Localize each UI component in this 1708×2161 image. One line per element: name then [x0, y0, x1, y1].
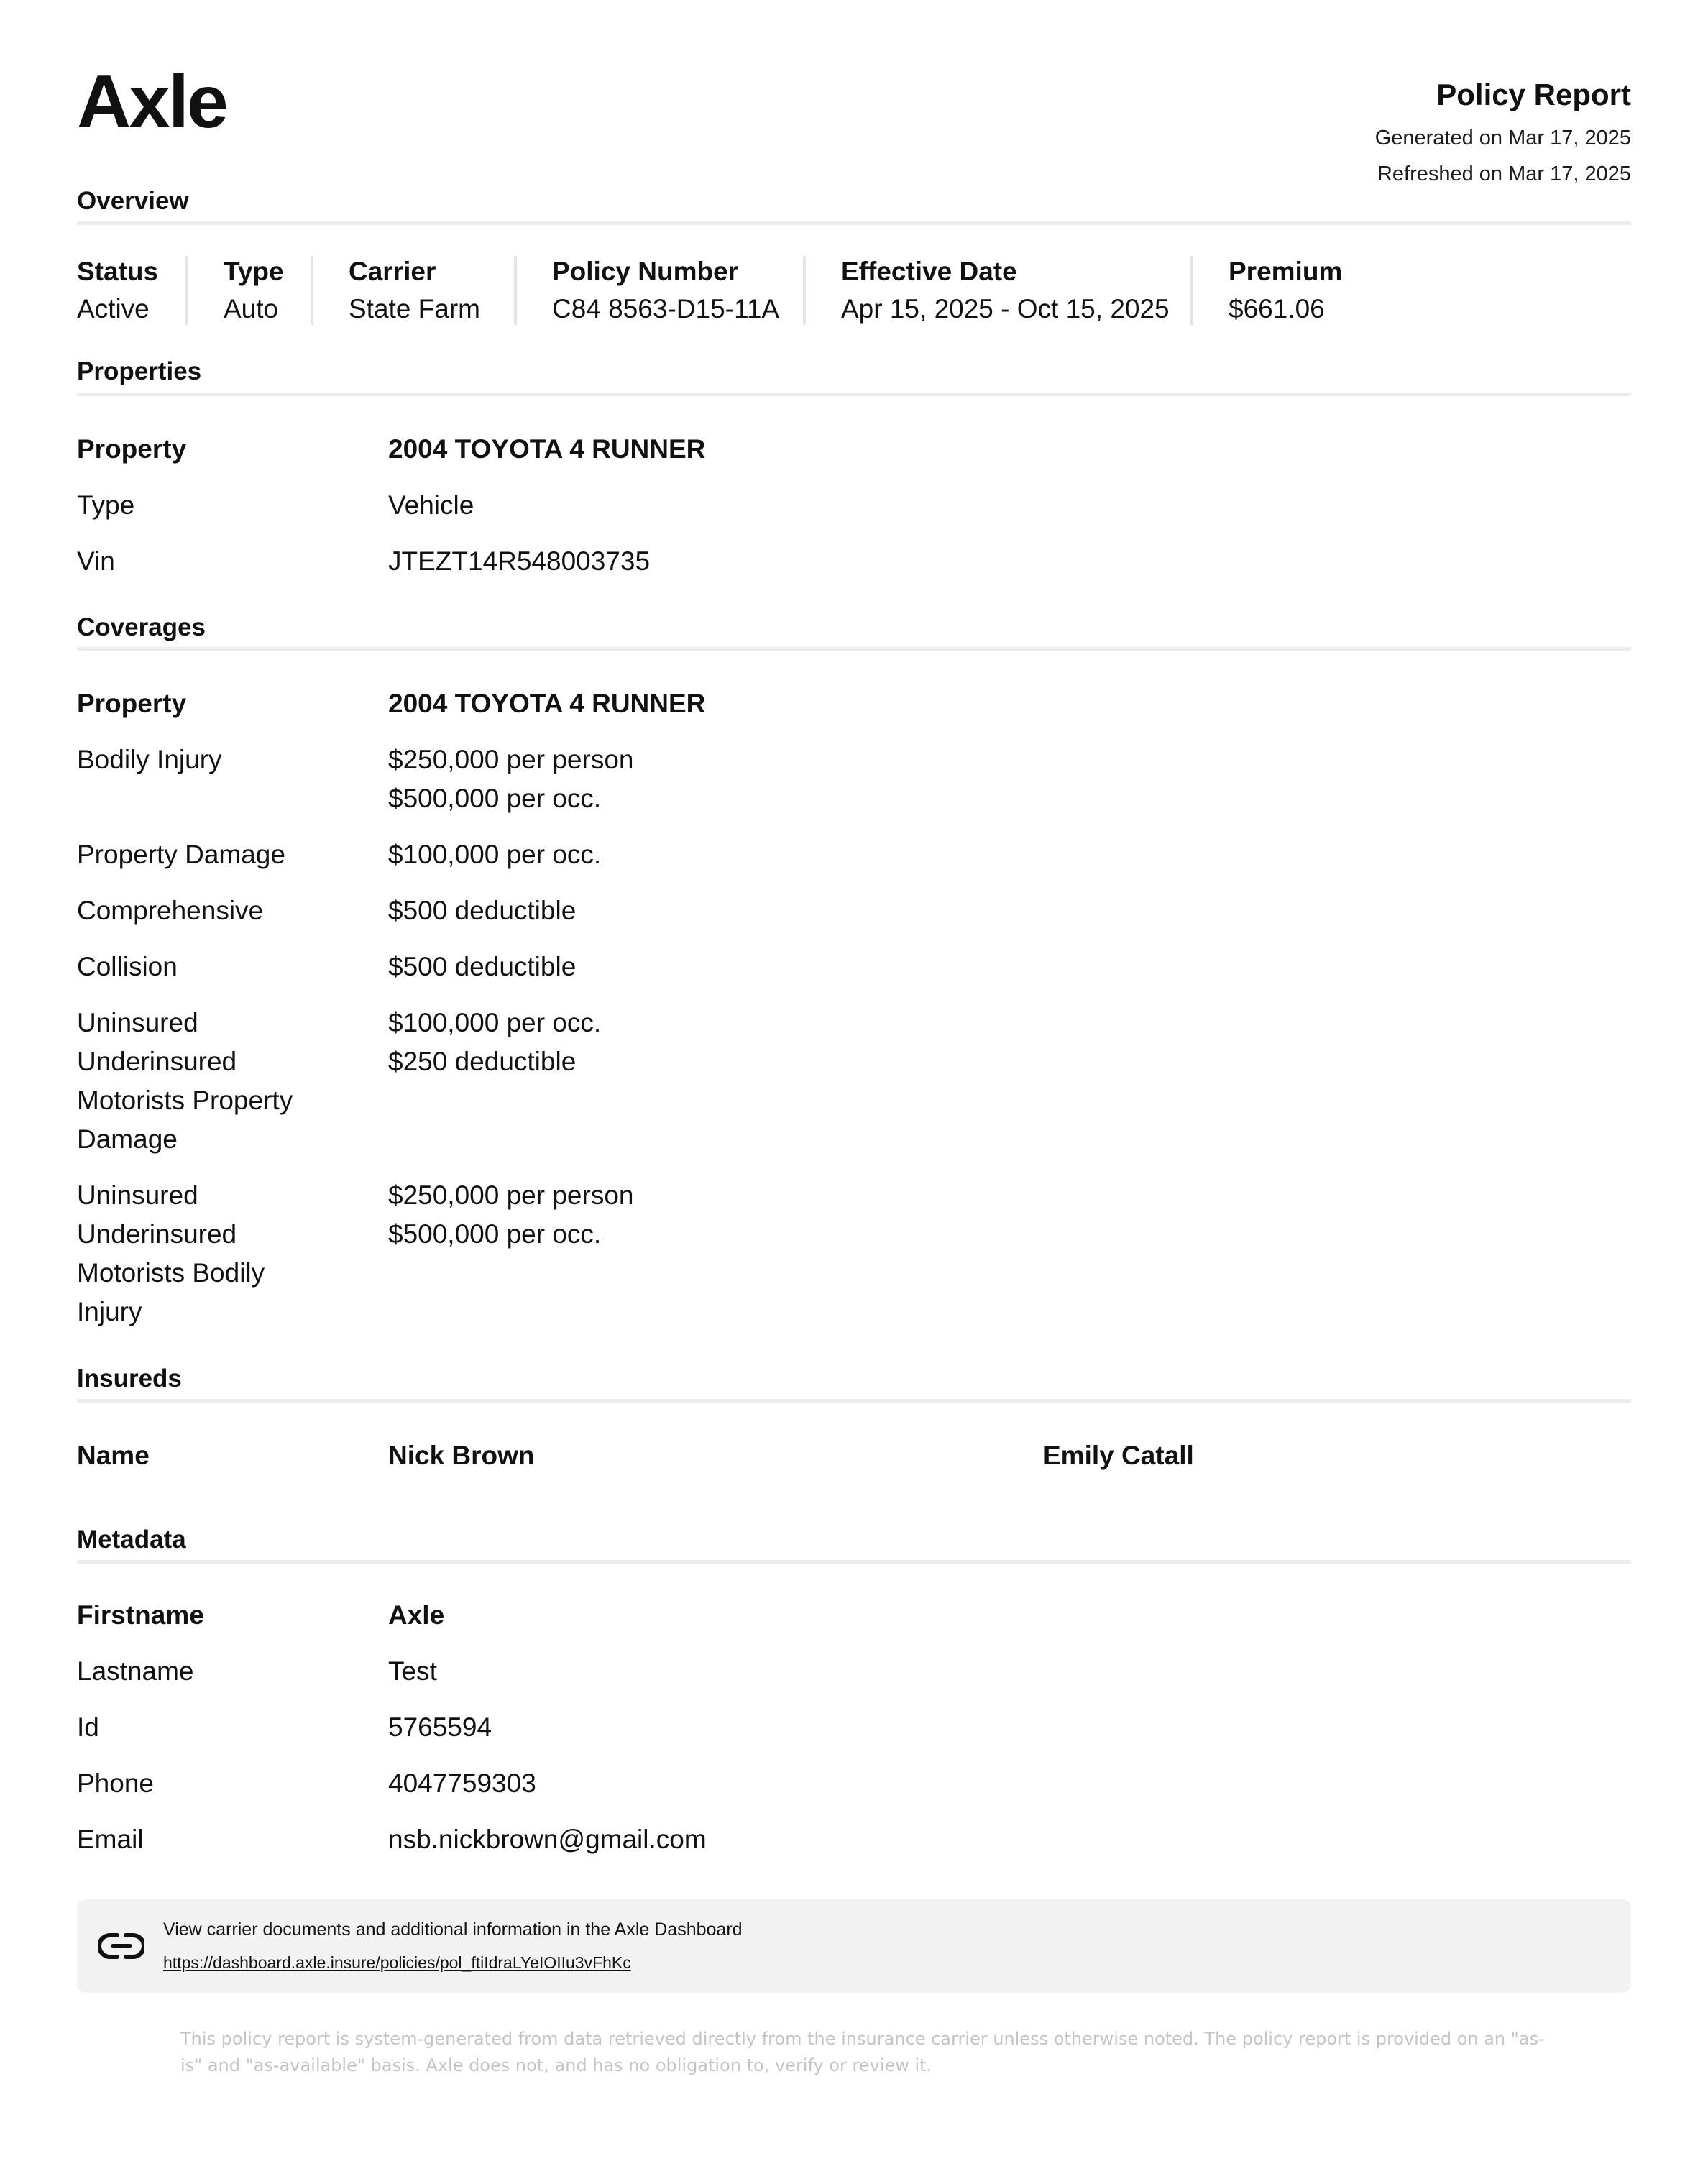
label-line: Uninsured [77, 1008, 198, 1037]
premium-value: $661.06 [1229, 294, 1325, 324]
link-icon [98, 1928, 144, 1964]
property-label: Property [77, 434, 187, 464]
um-property-damage-value [388, 1004, 601, 1081]
policy-number-label: Policy Number [552, 257, 739, 286]
overview-policy-number [552, 253, 779, 326]
bodily-injury-label: Bodily Injury [77, 745, 222, 774]
um-bodily-injury-value [388, 1176, 634, 1254]
coverage-line: $100,000 per occ. [388, 1008, 602, 1037]
policy-number-value: C84 8563-D15-11A [552, 294, 780, 324]
dashboard-link-box [77, 1899, 1631, 1993]
comprehensive-label: Comprehensive [77, 896, 264, 925]
overview-carrier [349, 253, 480, 326]
overview-separator [803, 256, 806, 325]
phone-value: 4047759303 [388, 1768, 536, 1798]
insureds-divider [77, 1399, 1631, 1403]
overview-status [77, 253, 158, 326]
report-title: Policy Report [1436, 78, 1631, 111]
label-line: Underinsured [77, 1219, 237, 1249]
insured-name: Emily Catall [1043, 1441, 1194, 1470]
email-label: Email [77, 1825, 144, 1854]
properties-divider [77, 393, 1631, 396]
overview-premium [1229, 253, 1342, 326]
label-line: Damage [77, 1124, 178, 1154]
email-value: nsb.nickbrown@gmail.com [388, 1825, 707, 1854]
type-value: Auto [224, 294, 279, 324]
vin-value: JTEZT14R548003735 [388, 546, 651, 576]
label-line: Underinsured [77, 1047, 237, 1076]
coverage-property-label: Property [77, 689, 187, 718]
status-value: Active [77, 294, 150, 324]
property-damage-value: $100,000 per occ. [388, 840, 602, 869]
generated-date: Generated on Mar 17, 2025 [1374, 127, 1631, 150]
refreshed-date: Refreshed on Mar 17, 2025 [1377, 162, 1631, 185]
label-line: Injury [77, 1297, 142, 1326]
dashboard-link-url[interactable]: https://dashboard.axle.insure/policies/pol_ftiIdraLYeIOIIu3vFhKc [163, 1953, 631, 1972]
status-label: Status [77, 257, 159, 286]
label-line: Motorists Bodily [77, 1258, 265, 1288]
coverage-line: $250,000 per person [388, 1180, 634, 1210]
property-value: 2004 TOYOTA 4 RUNNER [388, 434, 706, 464]
overview-separator [185, 256, 188, 325]
coverage-property-value: 2004 TOYOTA 4 RUNNER [388, 689, 706, 718]
metadata-section-title: Metadata [77, 1525, 186, 1554]
coverage-line: $250 deductible [388, 1047, 577, 1076]
axle-logo: Axle [77, 60, 226, 144]
coverage-line: $500,000 per occ. [388, 1219, 602, 1249]
lastname-label: Lastname [77, 1656, 194, 1686]
label-line: Motorists Property [77, 1086, 293, 1115]
overview-section-title: Overview [77, 187, 189, 215]
type-label: Type [224, 257, 284, 286]
overview-divider [77, 221, 1631, 225]
lastname-value: Test [388, 1656, 437, 1686]
premium-label: Premium [1229, 257, 1343, 286]
overview-separator [514, 256, 517, 325]
overview-separator [1190, 256, 1193, 325]
bodily-injury-value [388, 740, 634, 818]
property-type-label: Type [77, 490, 135, 520]
comprehensive-value: $500 deductible [388, 896, 577, 925]
overview-type [224, 253, 284, 326]
um-property-damage-label [77, 1004, 364, 1159]
insured-name: Nick Brown [388, 1441, 535, 1470]
property-damage-label: Property Damage [77, 840, 285, 869]
coverage-line: $250,000 per person [388, 745, 634, 774]
effective-date-value: Apr 15, 2025 - Oct 15, 2025 [841, 294, 1170, 324]
carrier-label: Carrier [349, 257, 436, 286]
properties-section-title: Properties [77, 357, 202, 385]
coverages-section-title: Coverages [77, 613, 206, 641]
vin-label: Vin [77, 546, 115, 576]
firstname-label: Firstname [77, 1600, 204, 1630]
id-label: Id [77, 1712, 99, 1742]
coverage-line: $500,000 per occ. [388, 784, 602, 813]
property-type-value: Vehicle [388, 490, 474, 520]
metadata-divider [77, 1560, 1631, 1564]
collision-label: Collision [77, 952, 178, 981]
phone-label: Phone [77, 1768, 154, 1798]
insureds-section-title: Insureds [77, 1364, 182, 1393]
insured-name-label: Name [77, 1441, 150, 1470]
carrier-value: State Farm [349, 294, 480, 324]
um-bodily-injury-label [77, 1176, 364, 1331]
overview-effective-date [841, 253, 1170, 326]
id-value: 5765594 [388, 1712, 492, 1742]
effective-date-label: Effective Date [841, 257, 1017, 286]
coverages-divider [77, 647, 1631, 651]
firstname-value: Axle [388, 1600, 445, 1630]
collision-value: $500 deductible [388, 952, 577, 981]
dashboard-link-text: View carrier documents and additional information in the Axle Dashboard [163, 1919, 743, 1940]
disclaimer: This policy report is system-generated from data retrieved directly from the insurance carrier unless otherwise noted. The policy report is provided on an "as-is" and "as-available" basis. Axle does not, and has no obligation to, verify or review it. [180, 2029, 1545, 2075]
overview-separator [311, 256, 313, 325]
label-line: Uninsured [77, 1180, 198, 1210]
